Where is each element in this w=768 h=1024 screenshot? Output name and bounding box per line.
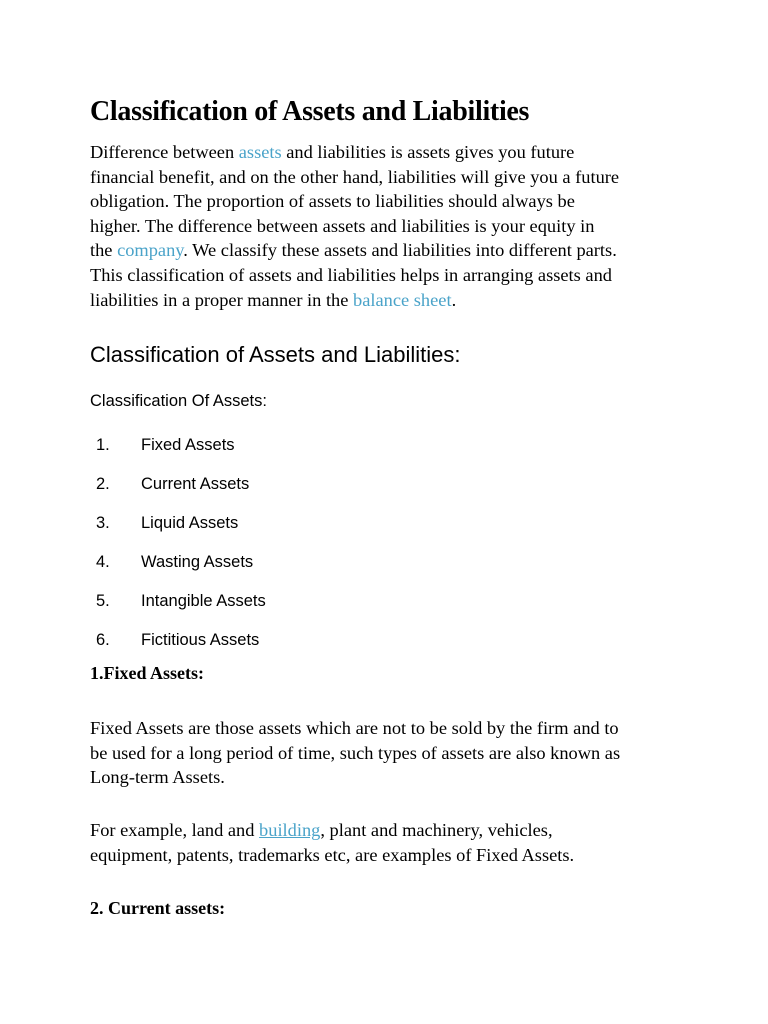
- para-line: [90, 818, 710, 843]
- intro-line: [90, 288, 690, 313]
- company-link[interactable]: company: [117, 240, 184, 261]
- intro-text: the: [90, 240, 118, 261]
- para-line: Fixed Assets are those assets which are not to be sold by the firm and to: [90, 718, 619, 738]
- building-link[interactable]: building: [259, 820, 321, 840]
- intro-text: .: [451, 289, 457, 310]
- fixed-assets-definition: [90, 716, 710, 790]
- intro-line: financial benefit, and on the other hand, liabilities will give you a future: [90, 166, 620, 187]
- list-item: [90, 471, 266, 510]
- intro-line: [90, 140, 690, 165]
- list-item: [90, 627, 266, 666]
- list-label: Intangible Assets: [141, 592, 266, 610]
- list-number: 3.: [96, 514, 110, 532]
- para-line: Long-term Assets.: [90, 767, 225, 788]
- list-item: [90, 510, 266, 549]
- section-subheading: Classification of Assets and Liabilities:: [90, 342, 461, 367]
- list-number: 1.: [96, 436, 110, 454]
- intro-line: obligation. The proportion of assets to liabilities should always be: [90, 191, 575, 212]
- page-title: Classification of Assets and Liabilities: [90, 96, 530, 127]
- list-number: 2.: [96, 475, 110, 493]
- assets-list: [90, 432, 266, 666]
- intro-text: . We classify these assets and liabilities into different parts.: [183, 240, 617, 261]
- balance-sheet-link[interactable]: balance sheet: [353, 289, 452, 310]
- para-text: For example, land and: [90, 820, 260, 840]
- para-line: equipment, patents, trademarks etc, are examples of Fixed Assets.: [90, 844, 575, 865]
- intro-line: [90, 238, 690, 263]
- list-label: Wasting Assets: [141, 553, 254, 571]
- para-text: , plant and machinery, vehicles,: [320, 820, 553, 840]
- assets-link[interactable]: assets: [238, 142, 282, 162]
- list-label: Fictitious Assets: [141, 631, 260, 649]
- para-line: be used for a long period of time, such types of assets are also known as: [90, 742, 621, 763]
- current-assets-heading: 2. Current assets:: [90, 898, 226, 918]
- intro-text: Difference between: [90, 142, 239, 162]
- list-number: 5.: [96, 592, 110, 610]
- intro-text: liabilities in a proper manner in the: [90, 289, 354, 310]
- list-number: 6.: [96, 631, 110, 649]
- fixed-assets-heading: 1.Fixed Assets:: [90, 663, 204, 683]
- list-item: [90, 588, 266, 627]
- list-item: [90, 549, 266, 588]
- list-label: Liquid Assets: [141, 514, 239, 532]
- list-number: 4.: [96, 553, 110, 571]
- list-label: Current Assets: [141, 475, 250, 493]
- intro-line: This classification of assets and liabilities helps in arranging assets and: [90, 264, 612, 285]
- fixed-assets-example: [90, 818, 710, 867]
- list-item: [90, 432, 266, 471]
- intro-text: and liabilities is assets gives you future: [281, 142, 575, 162]
- assets-classification-heading: Classification Of Assets:: [90, 392, 267, 410]
- intro-line: higher. The difference between assets and liabilities is your equity in: [90, 215, 595, 236]
- list-label: Fixed Assets: [141, 436, 235, 454]
- intro-paragraph: [90, 140, 690, 312]
